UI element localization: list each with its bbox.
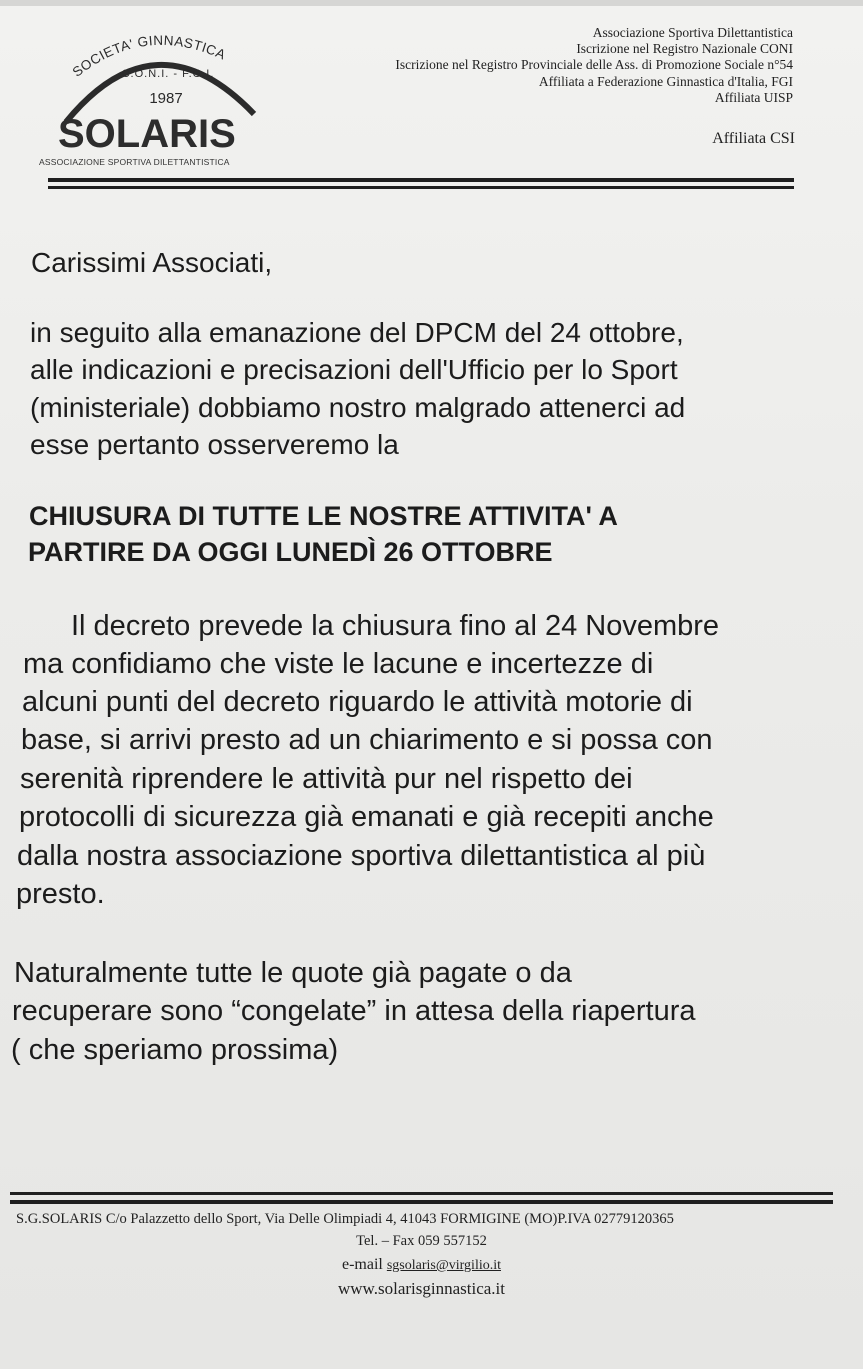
greeting: Carissimi Associati, [31,247,273,278]
paragraph-1-line: in seguito alla emanazione del DPCM del 24 ottobre, [30,317,684,348]
paragraph-1-line: esse pertanto osserveremo la [30,429,399,460]
footer-email-link[interactable]: sgsolaris@virgilio.it [386,1258,501,1273]
footer-email-line [0,1256,843,1274]
affiliation-line: Associazione Sportiva Dilettantistica [592,25,793,40]
logo-name: SOLARIS [58,112,236,156]
logo-arc-text: SOCIETA' GINNASTICA [69,32,229,80]
logo-coni-fgi: C.O.N.I. - F.G.I. [121,68,215,80]
footer-divider [10,1200,833,1204]
paragraph-2-line: base, si arrivi presto ad un chiarimento e si possa con [21,724,713,756]
footer-phone: Tel. – Fax 059 557152 [356,1233,487,1249]
affiliation-line: Iscrizione nel Registro Provinciale delle Ass. di Promozione Sociale n°54 [395,57,793,73]
logo-subtitle: ASSOCIAZIONE SPORTIVA DILETTANTISTICA [39,157,230,167]
affiliation-csi: Affiliata CSI [712,130,795,147]
paragraph-1-line: (ministeriale) dobbiamo nostro malgrado attenerci ad [30,392,686,423]
logo-year: 1987 [149,90,183,107]
closure-announcement-line: PARTIRE DA OGGI LUNEDÌ 26 OTTOBRE [28,537,553,567]
footer-website[interactable]: www.solarisginnastica.it [338,1279,505,1298]
header-divider [48,178,794,182]
paragraph-2-line: serenità riprendere le attività pur nel rispetto dei [20,763,633,795]
paragraph-2-line: presto. [16,878,105,910]
affiliations-block [395,25,793,106]
affiliation-line: Affiliata a Federazione Ginnastica d'Italia, FGI [538,73,793,89]
footer-divider [10,1192,833,1195]
header-divider [48,186,794,189]
paragraph-1-line: alle indicazioni e precisazioni dell'Ufficio per lo Sport [30,354,678,385]
paragraph-2-line: ma confidiamo che viste le lacune e incertezze di [23,648,654,680]
affiliation-line: Iscrizione nel Registro Nazionale CONI [576,41,793,57]
solaris-logo [36,22,286,172]
paragraph-3-line: ( che speriamo prossima) [11,1034,339,1066]
affiliation-line: Affiliata UISP [714,89,793,105]
closure-announcement-line: CHIUSURA DI TUTTE LE NOSTRE ATTIVITA' A [29,501,618,531]
paragraph-2-line: alcuni punti del decreto riguardo le attività motorie di [22,686,693,718]
paragraph-3-line: recuperare sono “congelate” in attesa della riapertura [12,995,696,1027]
paragraph-2-line: protocolli di sicurezza già emanati e già recepiti anche [19,801,714,833]
paragraph-3-line: Naturalmente tutte le quote già pagate o da [14,957,572,989]
footer-email-label: e-mail [341,1256,383,1273]
footer-address: S.G.SOLARIS C/o Palazzetto dello Sport, Via Delle Olimpiadi 4, 41043 FORMIGINE (MO)P.IVA 02779120365 [16,1211,674,1227]
paragraph-2-line: dalla nostra associazione sportiva dilettantistica al più [17,840,706,872]
page-edge [0,0,863,6]
paragraph-2-line: Il decreto prevede la chiusura fino al 24 Novembre [71,610,720,642]
